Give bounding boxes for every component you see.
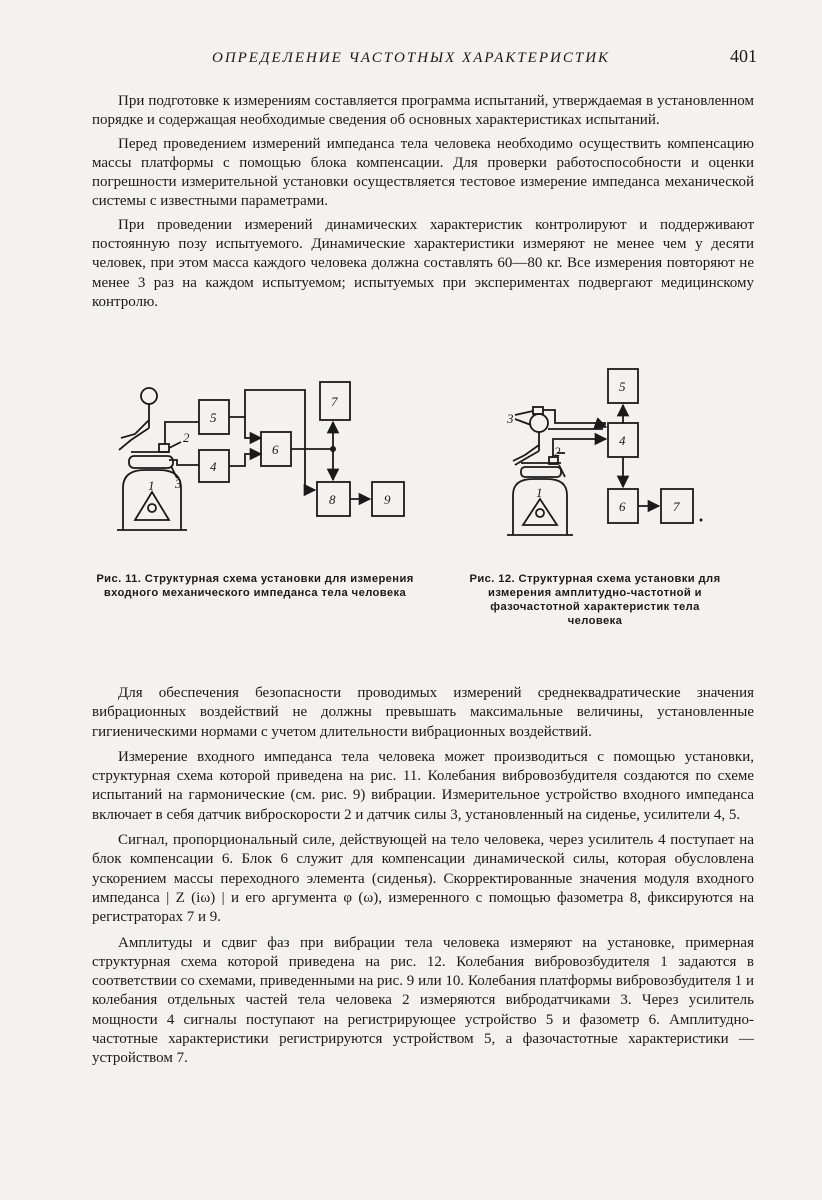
paragraph: Сигнал, пропорциональный силе, действующей на тело человека, через усилитель 4 поступает на блок компенсации 6. Блок 6 служит для компенсации динамической силы, которая обусловлена ускорением массы переходного элемента (сиденья). Скорректированные значения модуля входного импеданса | Z (iω) | и его аргумента φ (ω), измеренного с помощью фазометра 8, фиксируются на регистраторах 7 и 9.: [92, 832, 754, 926]
intro-text: [92, 92, 754, 312]
figure-12-caption: Рис. 12. Структурная схема установки для измерения амплитудно-частотной и фазочастотной характеристик тела человека: [469, 573, 721, 627]
fig11-label-9: 9: [384, 492, 391, 507]
fig12-label-3: 3: [507, 411, 514, 426]
paragraph: Амплитуды и сдвиг фаз при вибрации тела человека измеряют на установке, примерная структурная схема которой приведена на рис. 12. Колебания вибровозбудителя 1 задаются в соответствии со схемами, приведенными на рис. 9 или 10. Колебания платформы вибровозбудителя 1 и колебания отдельных частей тела человека 2 измеряются вибродатчиками 3. Через усилитель мощности 4 сигналы поступают на регистрирующее устройство 5 и фазометр 6. Амплитудно-частотные характеристики регистрируются устройством 5, а фазочастотные характеристики — устройством 7.: [92, 934, 754, 1067]
fig11-label-6: 6: [272, 442, 279, 457]
paragraph: Перед проведением измерений импеданса тела человека необходимо осуществить компенсацию массы платформы с помощью блока компенсации. Для проверки работоспособности и оценки погрешности измерительной установки осуществляется тестовое измерение импеданса механической системы с известными параметрами.: [92, 135, 754, 210]
fig11-label-8: 8: [329, 492, 336, 507]
fig12-label-6: 6: [619, 499, 626, 514]
fig11-label-5: 5: [210, 410, 217, 425]
fig11-label-4: 4: [210, 459, 217, 474]
paragraph: Для обеспечения безопасности проводимых измерений среднеквадратические значения вибрационных воздействий не должны превышать максимальные величины, установленные гигиеническими нормами с учетом длительности вибрационных воздействий.: [92, 685, 754, 740]
paragraph: При проведении измерений динамических характеристик контролируют и поддерживают постоянную позу испытуемого. Динамические характеристики измеряют не менее чем у десяти человек, при этом масса каждого человека должна составлять 60—80 кг. Все измерения повторяют не менее 3 раз на каждом испытуемом; испытуемых при экспериментах подвергают медицинскому контролю.: [92, 216, 754, 310]
fig11-label-3: 3: [175, 476, 182, 491]
body-text: [92, 684, 754, 1069]
paragraph: Измерение входного импеданса тела человека может производиться с помощью установки, структурная схема которой приведена на рис. 11. Колебания вибровозбудителя создаются по схеме испытаний на гармонические (см. рис. 9) вибрации. Измерительное устройство входного импеданса включает в себя датчик виброскорости 2 и датчик силы 3, установленный на сиденье, усилители 4, 5.: [92, 748, 754, 823]
fig12-label-4: 4: [619, 433, 626, 448]
page-number: 401: [730, 46, 757, 66]
fig12-label-1: 1: [536, 485, 543, 500]
running-title: ОПРЕДЕЛЕНИЕ ЧАСТОТНЫХ ХАРАКТЕРИСТИК: [211, 50, 610, 66]
figure-11-diagram: [95, 370, 415, 540]
fig12-label-5: 5: [619, 379, 626, 394]
fig11-label-1: 1: [148, 478, 155, 493]
figure-11-caption: Рис. 11. Структурная схема установки для измерения входного механического импеданса тела человека: [96, 573, 414, 599]
fig11-label-2: 2: [183, 430, 190, 445]
fig12-label-7: 7: [673, 499, 680, 514]
fig11-label-7: 7: [331, 394, 338, 409]
figure-12-diagram: [495, 365, 715, 545]
fig12-label-2: 2: [554, 444, 561, 459]
paragraph: При подготовке к измерениям составляется программа испытаний, утверждаемая в установленном порядке и содержащая необходимые сведения об основных характеристиках испытаний.: [92, 93, 754, 129]
